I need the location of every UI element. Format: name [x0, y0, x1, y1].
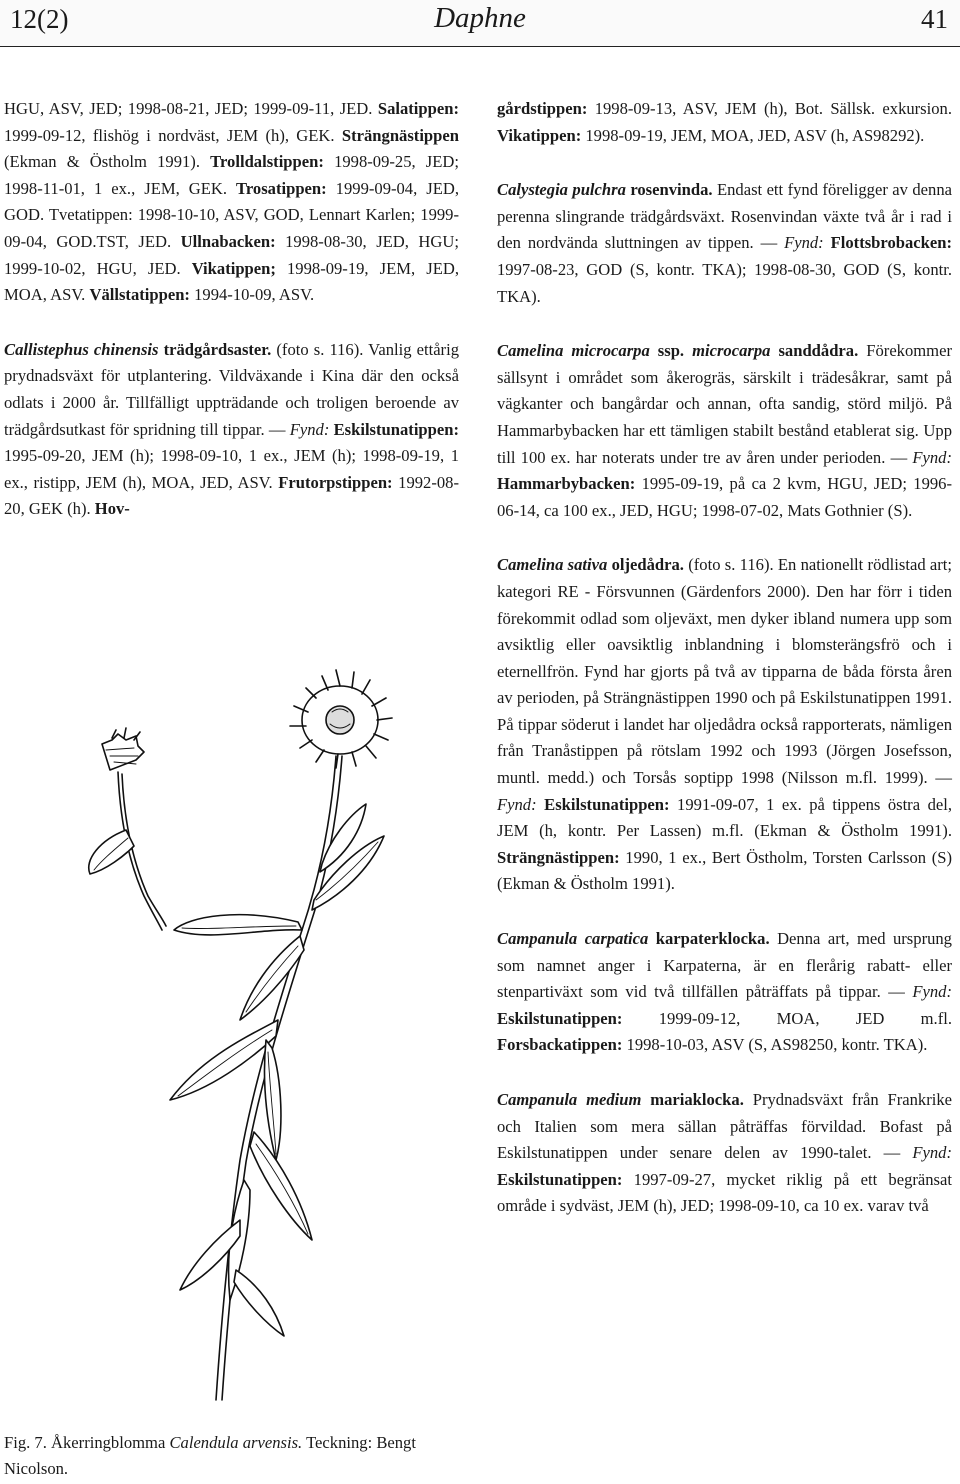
text-run: microcarpa: [692, 341, 771, 361]
text-run: 1998-09-13, ASV, JEM (h), Bot. Sällsk. exkursion.: [587, 99, 952, 118]
text-run: Camelina sativa: [497, 555, 608, 575]
text-run: Fynd:: [912, 982, 952, 1002]
text-run: [537, 795, 545, 814]
text-run: Trolldalstippen:: [210, 152, 324, 172]
text-run: Campanula medium: [497, 1090, 642, 1109]
text-run: Fynd:: [289, 419, 330, 439]
text-run: 1998-09-19, JEM, MOA, JED, ASV (h, AS98292).: [581, 125, 925, 145]
callistephus-entry: [4, 337, 459, 523]
text-run: Frutorpstippen:: [278, 472, 393, 492]
text-run: 1999-09-12, MOA, JED m.fl.: [622, 1008, 952, 1028]
caption-credit: Teckning: Bengt Nicolson.: [4, 1433, 416, 1478]
text-run: Camelina microcarpa: [497, 341, 650, 361]
text-run: Eskilstunatippen:: [497, 1008, 623, 1028]
text-run: sanddådra.: [770, 341, 859, 361]
page-header: [0, 0, 960, 47]
text-run: 1994-10-09, ASV.: [189, 285, 315, 305]
calystegia-entry: [497, 177, 952, 310]
text-run: 1997-08-23, GOD (S, kontr. TKA); 1998-08-30, GOD (S, kontr. TKA).: [497, 259, 952, 306]
text-run: (foto s. 116). En nationellt rödlistad art; kategori RE - Försvunnen (Gärdenfors 2000). Den har förr i tiden förekommit odlad som oljeväxt, men dyker ibland numera upp som avsiktlig eller oavsiktlig inblandning i blomsterängsfrö och i eternellfrön. Fynd har gjorts på två av tipparna de båda första åren av perioden, på Strängnästippen 1990 och på Eskilstunatippen 1991. På tippar söderut i landet har oljedådra också rapporterats, nämligen från Tranåstippen på rötslam 1992 och 1993 (Jörgen Josefsson, muntl. medd.) och Torsås soptipp 1998 (Nilsson m.fl. 1999). —: [497, 555, 953, 788]
text-run: Hov-: [94, 499, 130, 519]
issue-number: 12(2): [10, 4, 69, 34]
camelina-microcarpa-entry: [497, 338, 952, 524]
campanula-medium-entry: [497, 1087, 952, 1220]
text-run: (foto s. 116). Vanlig ettårig prydnadsväxt för utplantering. Vildväxande i Kina där den också odlats i 2000 år. Tillfälligt uppträdande och troligen beroende av trädgårdsutkast för spridning till tippar. —: [4, 339, 459, 439]
text-run: 1998-09-25, JED; 1998-11-01, 1 ex., JEM, GEK.: [4, 152, 459, 198]
text-run: Fynd:: [497, 794, 537, 814]
text-run: rosenvinda.: [625, 180, 713, 200]
text-run: 1998-09-19, JEM, JED, MOA, ASV.: [4, 258, 459, 305]
calendula-arvensis-illustration: [40, 660, 460, 1440]
text-run: 1998-10-03, ASV (S, AS98250, kontr. TKA).: [622, 1035, 928, 1055]
text-run: 1990, 1 ex., Bert Östholm, Torsten Carlsson (S) (Ekman & Östholm 1991).: [497, 847, 952, 894]
text-run: Salatippen:: [377, 99, 459, 118]
locality-list-paragraph: [4, 96, 459, 309]
right-column: [497, 96, 952, 1248]
text-run: trädgårdsaster.: [158, 339, 272, 359]
text-run: 1995-09-20, JEM (h); 1998-09-10, 1 ex., JEM (h); 1998-09-19, 1 ex., ristipp, JEM (h), MOA, JED, ASV.: [4, 446, 459, 492]
text-run: Fynd:: [912, 1143, 952, 1163]
text-run: Forsbackatippen:: [497, 1035, 623, 1055]
text-run: (Ekman & Östholm 1991).: [4, 152, 211, 172]
text-run: Campanula carpatica: [497, 929, 649, 949]
campanula-carpatica-entry: [497, 926, 952, 1059]
text-run: Vikatippen;: [191, 258, 276, 278]
caption-label: Fig. 7. Åkerringblomma: [4, 1433, 170, 1452]
text-run: Vikatippen:: [497, 125, 582, 145]
text-run: Endast ett fynd föreligger av denna perenna slingrande trädgårdsväxt. Rosenvindan växte två år i rad i den nordvända sluttningen av tippen. —: [497, 180, 952, 253]
text-run: Calystegia pulchra: [497, 180, 626, 200]
text-run: 1998-08-30, JED, HGU; 1999-10-02, HGU, JED.: [4, 231, 459, 278]
text-run: Fynd:: [912, 447, 952, 467]
text-run: gårdstippen:: [497, 99, 588, 118]
text-run: oljedådra.: [607, 555, 684, 575]
text-run: 1995-09-19, på ca 2 kvm, HGU, JED; 1996-06-14, ca 100 ex., JED, HGU; 1998-07-02, Mats Gothnier (S).: [497, 474, 952, 520]
text-run: Prydnadsväxt från Frankrike och Italien som mera sällan påträffas förvildad. Bofast på Eskilstunatippen under senare delen av 1990-talet. —: [497, 1090, 953, 1163]
text-run: [824, 233, 831, 252]
left-column: [4, 96, 459, 551]
text-run: Ullnabacken:: [180, 231, 276, 251]
flower-bud: [102, 728, 144, 770]
text-run: Strängnästippen:: [497, 847, 620, 867]
text-run: 1999-09-04, JED, GOD. Tvetatippen: 1998-10-10, ASV, GOD, Lennart Karlen; 1999-09-04, GOD.TST, JED.: [4, 178, 459, 251]
text-run: Fynd:: [784, 233, 824, 253]
text-run: 1999-09-12, flishög i nordväst, JEM (h), GEK.: [4, 125, 342, 145]
text-run: Förekommer sällsynt i området som åkerogräs, särskilt i trädesåkrar, samt på vägkanter och bangårdar och annan, ofta sandig, störd miljö. På Hammarbybacken har ett tämligen stabilt bestånd etablerat sig. Upp till 100 ex. har noterats under tre av åren under perioden. —: [497, 341, 952, 467]
text-run: Eskilstunatippen:: [497, 1169, 623, 1189]
journal-title: Daphne: [434, 2, 526, 34]
camelina-sativa-entry: [497, 552, 952, 898]
figure-caption: [4, 1430, 444, 1482]
page-number: 41: [921, 4, 948, 34]
text-run: 1997-09-27, mycket riklig på ett begränsat område i sydväst, JEM (h), JED; 1998-09-10, ca 10 ex. varav två: [497, 1169, 952, 1216]
text-run: Vällstatippen:: [89, 285, 190, 305]
text-run: Callistephus chinensis: [4, 339, 159, 359]
text-run: Trosatippen:: [236, 178, 327, 198]
text-run: mariaklocka.: [641, 1090, 744, 1109]
text-run: ssp.: [649, 341, 693, 361]
text-run: Strängnästippen: [341, 125, 459, 145]
text-run: Hammarbybacken:: [497, 474, 636, 494]
text-run: Denna art, med ursprung som namnet anger i Karpaterna, är en flerårig rabatt- eller stenpartiväxt som vid två tillfällen påträffats på tippar. —: [497, 929, 952, 1002]
caption-species: Calendula arvensis.: [169, 1433, 303, 1452]
text-run: 1992-08-20, GEK (h).: [4, 472, 459, 519]
text-run: Eskilstunatippen:: [544, 794, 670, 814]
continued-entry: [497, 96, 952, 149]
text-run: Flottsbrobacken:: [830, 233, 953, 253]
text-run: Eskilstunatippen:: [333, 419, 460, 439]
text-run: HGU, ASV, JED; 1998-08-21, JED; 1999-09-11, JED.: [4, 99, 378, 118]
text-run: karpaterklocka.: [648, 929, 770, 949]
main-flower-head: [290, 670, 392, 768]
text-run: 1991-09-07, 1 ex. på tippens östra del, JEM (h, kontr. Per Lassen) m.fl. (Ekman & Östholm 1991).: [497, 794, 952, 841]
